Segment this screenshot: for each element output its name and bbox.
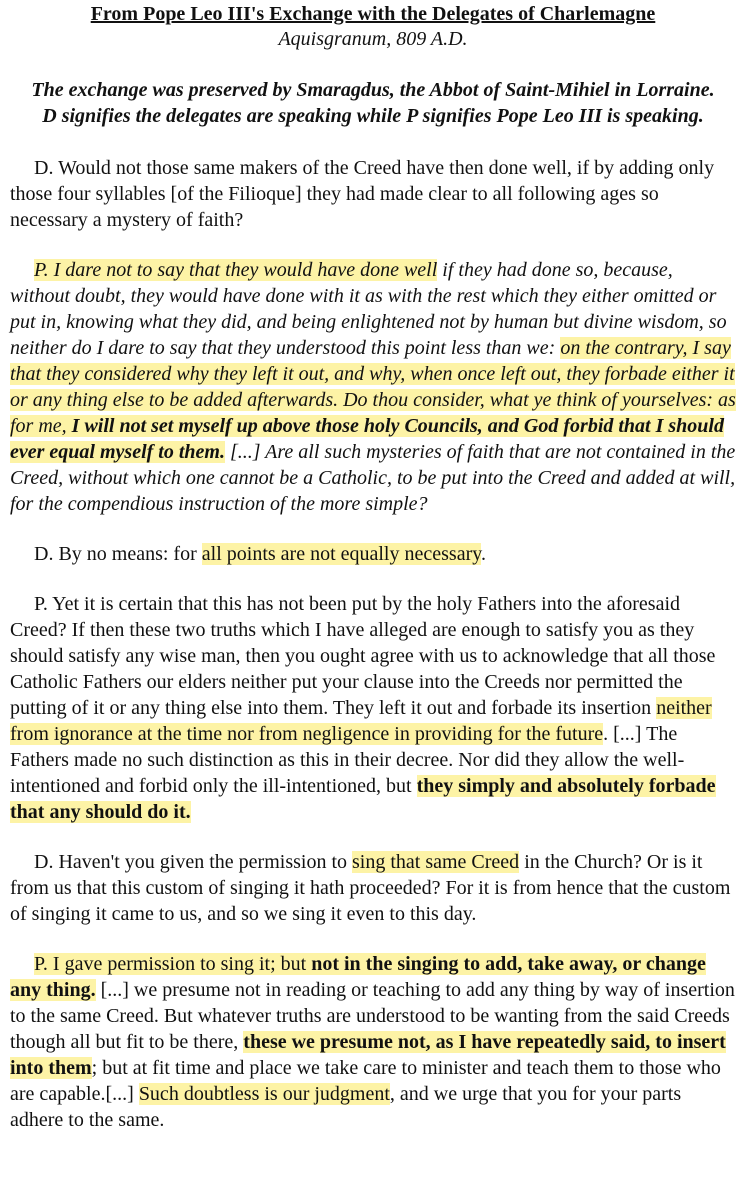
body-text: if they had done so, because, without doubt, they would have done with it as with the rest which they either omitted or put in, knowing what they did, and being enlightened not by human but divine wisdom, so neither do I dare to say that they understood this point less than we: bbox=[10, 259, 727, 359]
highlight-text: all points are not equally necessary bbox=[201, 543, 481, 565]
body-text: [...] Are all such mysteries of faith that are not contained in the Creed, without which one cannot be a Catholic, to be put into the Creed and added at will, for the compendious instruction of the more simple? bbox=[10, 441, 736, 515]
intro-line-1: The exchange was preserved by Smaragdus, the Abbot of Saint-Mihiel in Lorraine. bbox=[31, 79, 715, 101]
intro-line-2: D signifies the delegates are speaking while P signifies Pope Leo III is speaking. bbox=[42, 105, 704, 127]
paragraph-p-3 bbox=[10, 951, 736, 1133]
highlight-bold-text: I will not set myself up above those holy Councils, and God forbid that I should ever equal myself to them. bbox=[10, 415, 724, 463]
highlight-text: on the contrary, I say that they considered why they left it out, and why, when once left out, they forbade either it or any thing else to be added afterwards. Do thou consider, what ye think of yourselves: as for me, bbox=[10, 337, 736, 437]
body-text: D. By no means: for bbox=[34, 543, 202, 565]
highlight-text: P. I gave permission to sing it; but bbox=[34, 953, 312, 975]
highlight-text: neither from ignorance at the time nor from negligence in providing for the future bbox=[10, 697, 712, 745]
speaker-prefix: P. bbox=[34, 259, 54, 281]
highlight-bold-text: these we presume not, as I have repeatedly said, to insert into them bbox=[10, 1031, 726, 1079]
body-text: . bbox=[480, 543, 486, 565]
highlight-text: Such doubtless is our judgment bbox=[138, 1083, 390, 1105]
body-text: [...] we presume not in reading or teaching to add any thing by way of insertion to the same Creed. But whatever truths are understood to be wanting from the said Creeds though all but fit to be there, bbox=[10, 979, 735, 1053]
paragraph-d-1: D. Would not those same makers of the Creed have then done well, if by adding only those four syllables [of the Filioque] they had made clear to all following ages so necessary a mystery of faith? bbox=[10, 157, 715, 231]
body-text: ; but at fit time and place we take care to minister and teach them to those who are capable.[...] bbox=[10, 1057, 721, 1105]
paragraph-p-2 bbox=[10, 591, 736, 825]
highlight-text: I dare not to say that they would have done well bbox=[53, 259, 438, 281]
document-page bbox=[0, 2, 746, 1202]
body-text: . [...] The Fathers made no such distinction as this in their decree. Nor did they allow the well-intentioned and forbid only the ill-intentioned, but bbox=[10, 723, 685, 797]
paragraph-p-1 bbox=[10, 257, 736, 517]
paragraph-d-2 bbox=[10, 541, 736, 567]
highlight-bold-text: they simply and absolutely forbade that any should do it. bbox=[10, 775, 716, 823]
body-text: P. Yet it is certain that this has not been put by the holy Fathers into the aforesaid Creed? If then these two truths which I have alleged are enough to satisfy you as they should satisfy any wise man, then you ought agree with us to acknowledge that all those Catholic Fathers our elders neither put your clause into the Creeds nor permitted the putting of it or any thing else into them. They left it out and forbade its insertion bbox=[10, 593, 716, 719]
body-text: D. Haven't you given the permission to bbox=[34, 851, 352, 873]
document-title: From Pope Leo III's Exchange with the Delegates of Charlemagne bbox=[90, 3, 656, 25]
highlight-text: sing that same Creed bbox=[352, 851, 520, 873]
body-text: in the Church? Or is it from us that this custom of singing it hath proceeded? For it is from hence that the custom of singing it came to us, and so we sing it even to this day. bbox=[10, 851, 731, 925]
highlight-bold-text: not in the singing to add, take away, or change any thing. bbox=[10, 953, 706, 1001]
intro-note bbox=[10, 77, 736, 129]
body-text: , and we urge that you for your parts adhere to the same. bbox=[10, 1083, 682, 1131]
document-subtitle: Aquisgranum, 809 A.D. bbox=[278, 28, 468, 50]
paragraph-d-3 bbox=[10, 849, 736, 927]
